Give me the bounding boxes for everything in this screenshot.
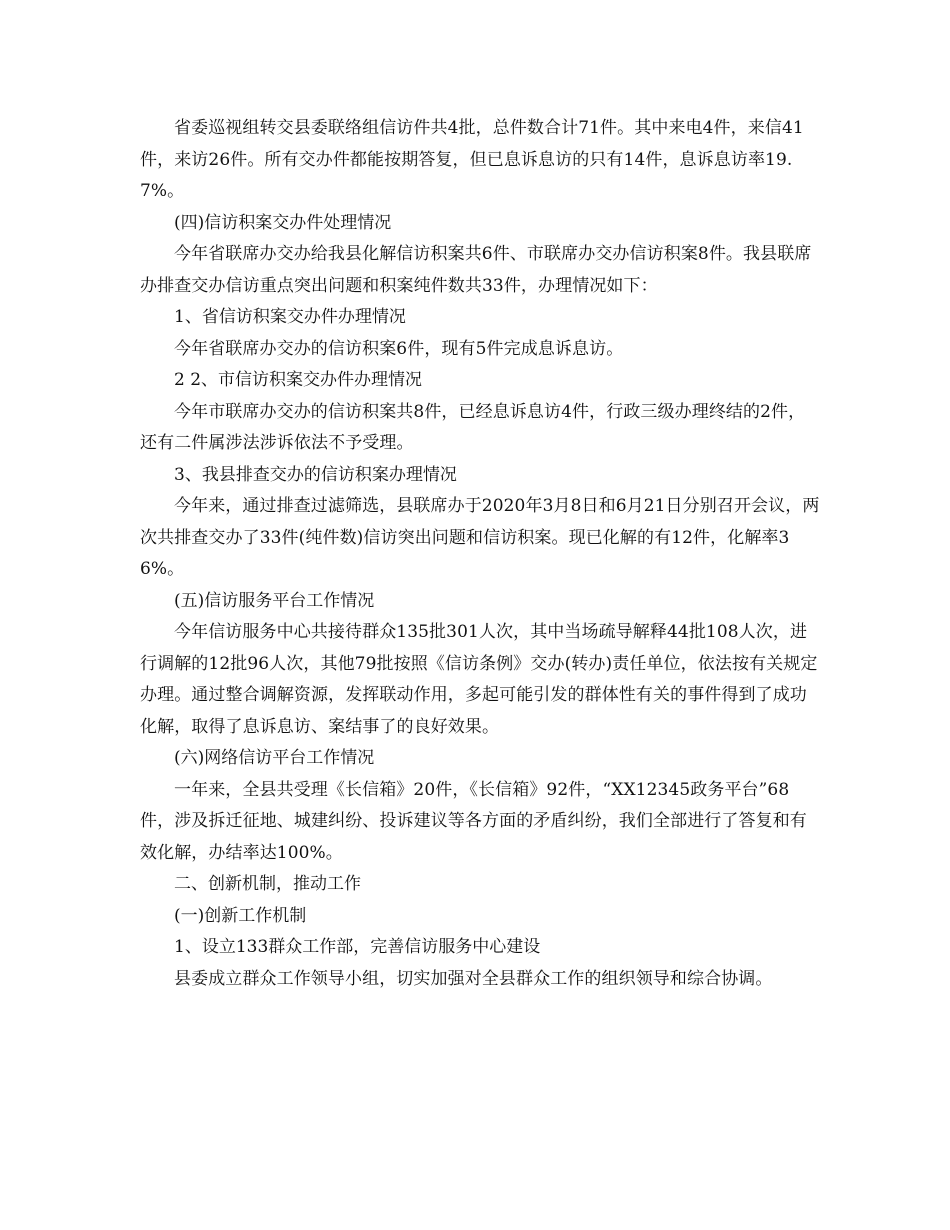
heading-work-department: 1、设立133群众工作部，完善信访服务中心建设 [174,937,541,957]
document-page [140,113,820,995]
heading-backlog-cases: (四)信访积案交办件处理情况 [174,212,392,233]
paragraph-backlog-overview: 今年省联席办交办给我县化解信访积案共6件、市联席办交办信访积案8件。我县联席办排查交办信访重点突出问题和积案纯件数共33件，办理情况如下： [140,244,812,296]
paragraph-service-platform: 今年信访服务中心共接待群众135批301人次，其中当场疏导解释44批108人次，进行调解的12批96人次，其他79批按照《信访条例》交办(转办)责任单位，依法按有关规定办理。通过整合调解资源，发挥联动作用，多起可能引发的群体性有关的事件得到了成功化解，取得了息诉息访、案结事了的良好效果。 [140,622,818,737]
paragraph-leadership-group: 县委成立群众工作领导小组，切实加强对全县群众工作的组织领导和综合协调。 [174,968,773,989]
heading-city-cases: 2 2、市信访积案交办件办理情况 [174,370,423,390]
paragraph-provincial-cases: 今年省联席办交办的信访积案6件，现有5件完成息诉息访。 [174,338,624,359]
heading-provincial-cases: 1、省信访积案交办件办理情况 [174,307,406,327]
paragraph-city-cases: 今年市联席办交办的信访积案共8件，已经息诉息访4件，行政三级办理终结的2件，还有二件属涉法涉诉依法不予受理。 [140,401,806,453]
heading-service-platform: (五)信访服务平台工作情况 [174,590,375,611]
heading-work-mechanism: (一)创新工作机制 [174,905,307,926]
paragraph-county-cases: 今年来，通过排查过滤筛选，县联席办于2020年3月8日和6月21日分别召开会议，两次共排查交办了33件(纯件数)信访突出问题和信访积案。现已化解的有12件，化解率36%。 [140,496,820,579]
paragraph-petitions-summary: 省委巡视组转交县委联络组信访件共4批，总件数合计71件。其中来电4件，来信41件，来访26件。所有交办件都能按期答复，但已息诉息访的只有14件，息诉息访率19.7%。 [140,118,804,201]
heading-county-cases: 3、我县排查交办的信访积案办理情况 [174,464,457,485]
heading-online-platform: (六)网络信访平台工作情况 [174,748,375,768]
paragraph-online-platform: 一年来，全县共受理《长信箱》20件，《长信箱》92件，“XX12345政务平台”68件，涉及拆迁征地、城建纠纷、投诉建议等各方面的矛盾纠纷，我们全部进行了答复和有效化解，办结率达100%。 [140,779,807,863]
heading-innovation: 二、创新机制，推动工作 [174,874,361,894]
